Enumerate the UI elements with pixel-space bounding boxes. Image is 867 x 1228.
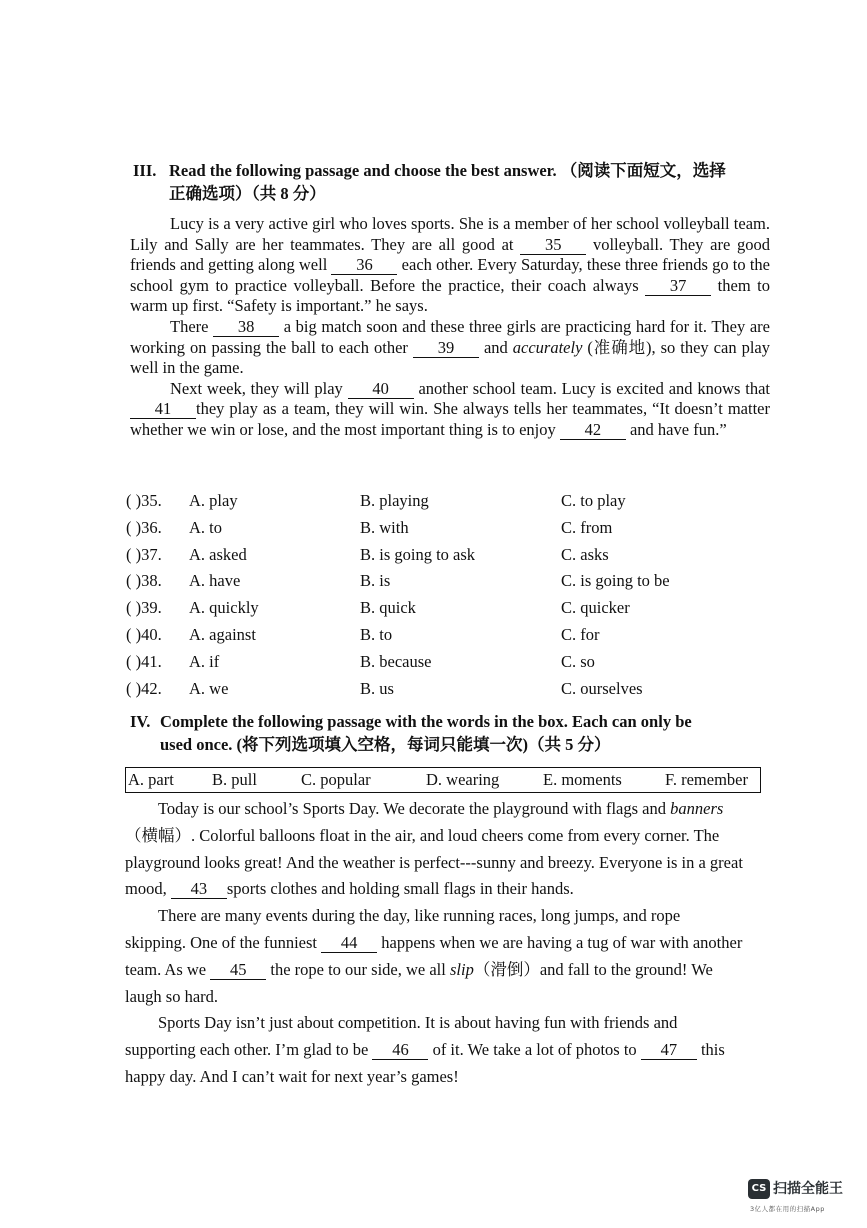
passage-text: and xyxy=(478,337,513,357)
passage-text: Sports Day isn’t just about competition. It is about having fun with friends and supporting each other. I’m glad to be xyxy=(125,1013,678,1060)
option-a: A. play xyxy=(189,491,238,510)
passage-text: they play as a team, they will win. She always tells her teammates, “It doesn’t matter whether we win or lose, and the most important thing is to enjoy xyxy=(130,399,770,439)
option-c: C. to play xyxy=(561,491,626,510)
option-c: C. from xyxy=(561,517,613,537)
passage-paragraph xyxy=(130,214,770,317)
question-number[interactable]: ( )36. xyxy=(126,517,162,537)
option-c: C. for xyxy=(561,624,600,644)
passage-text: each other. Every Saturday, these three friends go to the school gym to practice volleyball. Before the practice, their coach always xyxy=(130,255,770,295)
answer-blank[interactable]: 43 xyxy=(171,880,227,899)
question-number[interactable]: ( )35. xyxy=(126,491,162,510)
question-number[interactable]: ( )42. xyxy=(126,678,162,698)
option-c: C. quicker xyxy=(561,598,630,618)
passage-text: this happy day. And I can’t wait for next year’s games! xyxy=(125,1040,725,1086)
passage-paragraph xyxy=(130,317,770,379)
option-b: B. to xyxy=(360,624,393,644)
option-a: A. asked xyxy=(189,544,247,564)
answer-blank[interactable]: 35 xyxy=(520,236,586,255)
passage-text: Lucy is a very active girl who loves sports. She is a member of her school volleyball team. Lily and Sally are her teammates. They are all good at xyxy=(130,214,770,254)
option-b: B. playing xyxy=(360,491,429,510)
watermark-brand: 扫描全能王 xyxy=(773,1181,843,1197)
option-b: B. is xyxy=(360,571,391,591)
passage-text: （滑倒）and fall to the ground! We laugh so hard. xyxy=(125,959,713,1006)
section-4-heading xyxy=(130,710,780,756)
passage-paragraph xyxy=(125,796,745,903)
option-a: A. if xyxy=(189,651,220,671)
option-b: B. us xyxy=(360,678,394,698)
answer-blank[interactable]: 37 xyxy=(645,277,711,296)
option-a: A. have xyxy=(189,571,241,591)
passage-text: them to warm up first. “Safety is important.” he says. xyxy=(130,275,770,316)
answer-blank[interactable]: 45 xyxy=(210,961,266,980)
passage-text: There are many events during the day, like running races, long jumps, and rope skipping. One of the funniest xyxy=(125,906,681,952)
question-number[interactable]: ( )37. xyxy=(126,544,162,564)
passage-text: Today is our school’s Sports Day. We decorate the playground with flags and xyxy=(158,799,671,818)
answer-blank[interactable]: 38 xyxy=(213,318,279,337)
option-c: C. asks xyxy=(561,544,609,564)
passage-text: the rope to our side, we all xyxy=(266,959,450,979)
question-number[interactable]: ( )40. xyxy=(126,624,162,644)
option-a: A. to xyxy=(189,517,222,537)
answer-blank[interactable]: 39 xyxy=(413,339,479,358)
answer-blank[interactable]: 42 xyxy=(560,421,626,440)
question-number[interactable]: ( )41. xyxy=(126,651,162,671)
passage-paragraph xyxy=(125,1010,745,1090)
passage-text: a big match soon and these three girls are practicing hard for it. They are working on passing the ball to each other xyxy=(130,316,770,357)
passage-text: and have fun.” xyxy=(625,419,727,439)
answer-blank[interactable]: 36 xyxy=(331,256,397,275)
italic-word: slip xyxy=(449,959,474,979)
section-4-number: IV. xyxy=(130,712,151,731)
option-b: B. because xyxy=(360,651,432,671)
passage-4 xyxy=(125,796,745,1091)
camscanner-logo-icon: CS xyxy=(748,1179,770,1199)
option-c: C. ourselves xyxy=(561,678,643,698)
option-a: A. against xyxy=(189,624,256,644)
answer-blank[interactable]: 40 xyxy=(348,380,414,399)
option-a: A. quickly xyxy=(189,598,259,618)
passage-paragraph xyxy=(125,903,745,1010)
italic-word: banners xyxy=(670,799,724,818)
passage-text: volleyball. They are good friends and getting along well xyxy=(130,234,771,275)
question-number[interactable]: ( )38. xyxy=(126,571,162,591)
option-b: B. with xyxy=(360,517,409,537)
section-3-heading xyxy=(133,159,783,205)
option-a: A. we xyxy=(189,678,229,698)
camscanner-watermark xyxy=(748,1178,848,1218)
passage-text: Next week, they will play xyxy=(170,378,348,398)
section-3-title: Read the following passage and choose the best answer. xyxy=(169,161,557,180)
box-word: F. remember xyxy=(665,770,748,789)
passage-text: sports clothes and holding small flags in their hands. xyxy=(226,879,574,899)
box-word: E. moments xyxy=(543,770,622,789)
option-c: C. so xyxy=(561,651,595,671)
box-word: A. part xyxy=(128,770,174,789)
box-word: C. popular xyxy=(301,770,371,789)
passage-3 xyxy=(130,214,770,441)
passage-paragraph xyxy=(130,379,770,441)
passage-text: （横幅）. Colorful balloons float in the air, and loud cheers come from every corner. The playground looks great! And the weather is perfect---sunny and breezy. Everyone is in a great mood, xyxy=(125,825,743,899)
passage-text: of it. We take a lot of photos to xyxy=(428,1040,641,1060)
italic-word: accurately xyxy=(512,337,583,357)
answer-blank[interactable]: 44 xyxy=(321,934,377,953)
answer-blank[interactable]: 47 xyxy=(641,1041,697,1060)
passage-text: There xyxy=(170,316,214,336)
option-c: C. is going to be xyxy=(561,571,670,591)
option-b: B. quick xyxy=(360,598,416,618)
passage-text: (准确地), so they can play well in the game. xyxy=(130,337,771,378)
option-b: B. is going to ask xyxy=(360,544,476,564)
answer-blank[interactable]: 41 xyxy=(130,400,196,419)
section-4-title-2: used once. (将下列选项填入空格，每词只能填一次)（共 5 分） xyxy=(160,735,611,754)
box-word: B. pull xyxy=(212,770,257,789)
passage-text: happens when we are having a tug of war with another team. As we xyxy=(125,932,743,979)
watermark-tagline: 3亿人都在用的扫描App xyxy=(750,1205,825,1213)
question-number[interactable]: ( )39. xyxy=(126,598,162,618)
section-3-title-cn: （阅读下面短文，选择 xyxy=(560,161,726,180)
passage-text: another school team. Lucy is excited and knows that xyxy=(413,378,770,398)
section-3-title-cn-2: 正确选项）（共 8 分） xyxy=(169,184,326,203)
answer-blank[interactable]: 46 xyxy=(372,1041,428,1060)
word-box xyxy=(125,767,761,793)
section-3-number: III. xyxy=(133,161,157,180)
box-word: D. wearing xyxy=(426,770,500,789)
section-4-title: Complete the following passage with the words in the box. Each can only be xyxy=(160,712,692,731)
